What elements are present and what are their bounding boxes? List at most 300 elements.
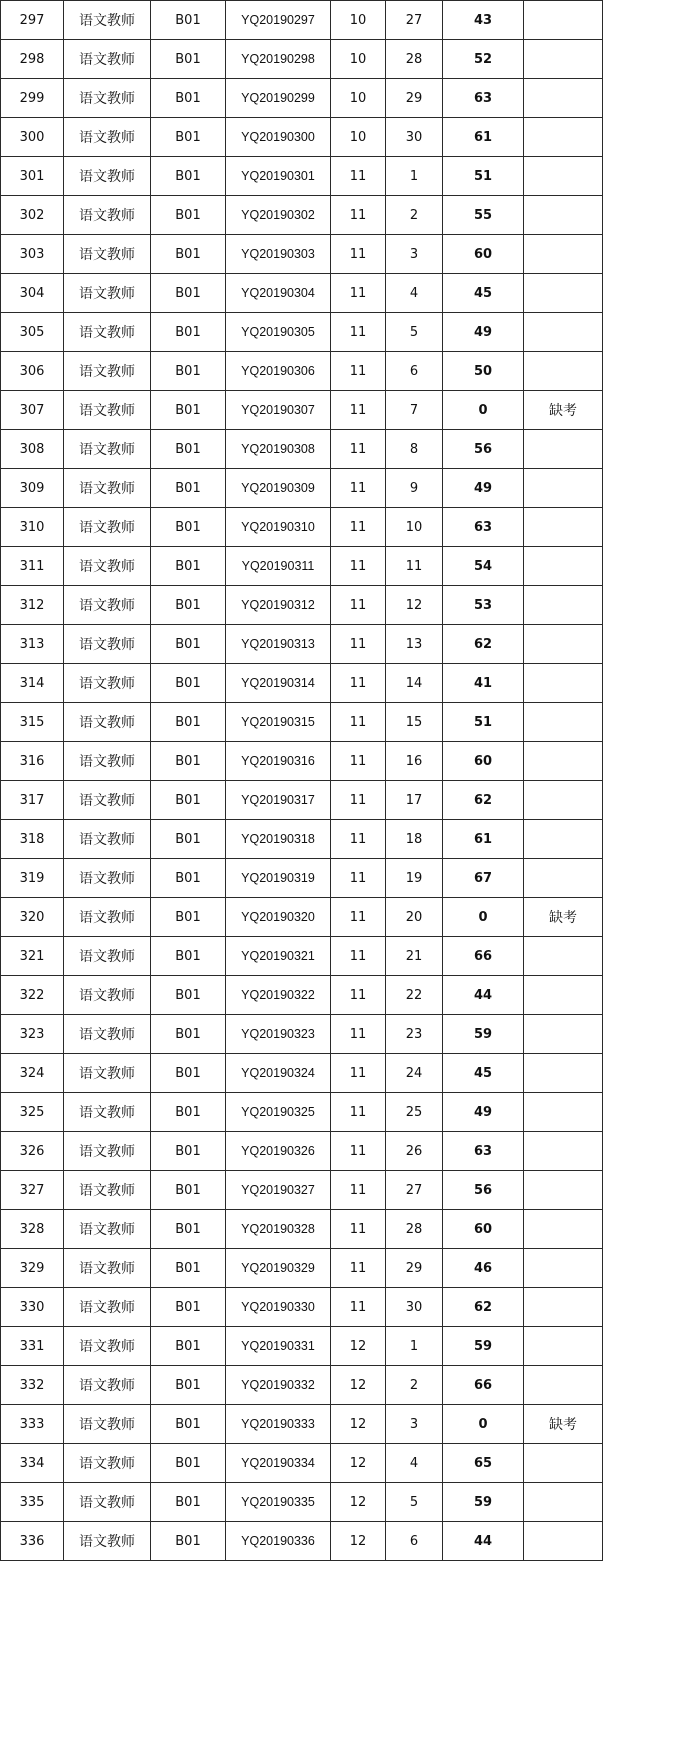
room-cell: 12 [331,1522,386,1561]
room-cell: 11 [331,1054,386,1093]
position-cell: 语文教师 [64,274,151,313]
position-cell: 语文教师 [64,742,151,781]
score-cell: 61 [443,118,524,157]
serial-cell: 333 [1,1405,64,1444]
code-cell: B01 [151,469,226,508]
code-cell: B01 [151,235,226,274]
table-row [1,157,603,196]
room-cell: 11 [331,157,386,196]
code-cell: B01 [151,1366,226,1405]
code-cell: B01 [151,742,226,781]
position-cell: 语文教师 [64,859,151,898]
seat-cell: 12 [386,586,443,625]
note-cell [524,196,603,235]
seat-cell: 18 [386,820,443,859]
code-cell: B01 [151,40,226,79]
code-cell: B01 [151,1444,226,1483]
score-cell: 51 [443,157,524,196]
code-cell: B01 [151,859,226,898]
serial-cell: 309 [1,469,64,508]
seat-cell: 21 [386,937,443,976]
code-cell: B01 [151,79,226,118]
position-cell: 语文教师 [64,235,151,274]
note-cell [524,976,603,1015]
seat-cell: 23 [386,1015,443,1054]
note-cell [524,586,603,625]
position-cell: 语文教师 [64,469,151,508]
seat-cell: 30 [386,118,443,157]
seat-cell: 4 [386,1444,443,1483]
position-cell: 语文教师 [64,937,151,976]
ticket-id-cell: YQ20190307 [226,391,331,430]
ticket-id-cell: YQ20190325 [226,1093,331,1132]
note-cell [524,1,603,40]
note-cell [524,118,603,157]
serial-cell: 336 [1,1522,64,1561]
ticket-id-cell: YQ20190297 [226,1,331,40]
position-cell: 语文教师 [64,1015,151,1054]
note-cell [524,781,603,820]
serial-cell: 327 [1,1171,64,1210]
room-cell: 11 [331,352,386,391]
seat-cell: 5 [386,313,443,352]
seat-cell: 9 [386,469,443,508]
seat-cell: 15 [386,703,443,742]
note-cell [524,508,603,547]
ticket-id-cell: YQ20190298 [226,40,331,79]
room-cell: 11 [331,976,386,1015]
ticket-id-cell: YQ20190316 [226,742,331,781]
room-cell: 11 [331,274,386,313]
table-row [1,547,603,586]
ticket-id-cell: YQ20190330 [226,1288,331,1327]
note-cell [524,664,603,703]
code-cell: B01 [151,157,226,196]
score-cell: 54 [443,547,524,586]
seat-cell: 29 [386,1249,443,1288]
room-cell: 11 [331,898,386,937]
ticket-id-cell: YQ20190311 [226,547,331,586]
ticket-id-cell: YQ20190301 [226,157,331,196]
note-cell [524,1327,603,1366]
table-row [1,1054,603,1093]
ticket-id-cell: YQ20190315 [226,703,331,742]
score-cell: 56 [443,430,524,469]
room-cell: 11 [331,508,386,547]
serial-cell: 305 [1,313,64,352]
table-row [1,1366,603,1405]
score-table-body [1,1,603,1561]
seat-cell: 27 [386,1171,443,1210]
seat-cell: 20 [386,898,443,937]
score-cell: 43 [443,1,524,40]
score-cell: 0 [443,391,524,430]
code-cell: B01 [151,1288,226,1327]
room-cell: 11 [331,313,386,352]
room-cell: 11 [331,586,386,625]
table-row [1,79,603,118]
score-cell: 66 [443,1366,524,1405]
seat-cell: 24 [386,1054,443,1093]
code-cell: B01 [151,118,226,157]
score-cell: 51 [443,703,524,742]
code-cell: B01 [151,1132,226,1171]
note-cell [524,1132,603,1171]
note-cell [524,430,603,469]
position-cell: 语文教师 [64,1210,151,1249]
note-cell [524,352,603,391]
room-cell: 11 [331,703,386,742]
ticket-id-cell: YQ20190303 [226,235,331,274]
ticket-id-cell: YQ20190333 [226,1405,331,1444]
seat-cell: 1 [386,1327,443,1366]
position-cell: 语文教师 [64,1132,151,1171]
ticket-id-cell: YQ20190310 [226,508,331,547]
code-cell: B01 [151,1015,226,1054]
score-cell: 66 [443,937,524,976]
position-cell: 语文教师 [64,1171,151,1210]
code-cell: B01 [151,625,226,664]
position-cell: 语文教师 [64,1483,151,1522]
code-cell: B01 [151,391,226,430]
seat-cell: 11 [386,547,443,586]
ticket-id-cell: YQ20190300 [226,118,331,157]
note-cell [524,1054,603,1093]
seat-cell: 2 [386,196,443,235]
ticket-id-cell: YQ20190329 [226,1249,331,1288]
room-cell: 12 [331,1366,386,1405]
seat-cell: 4 [386,274,443,313]
score-cell: 44 [443,1522,524,1561]
seat-cell: 27 [386,1,443,40]
serial-cell: 307 [1,391,64,430]
note-cell [524,40,603,79]
position-cell: 语文教师 [64,1054,151,1093]
score-cell: 59 [443,1483,524,1522]
note-cell [524,1444,603,1483]
table-row [1,469,603,508]
room-cell: 11 [331,1288,386,1327]
room-cell: 11 [331,235,386,274]
position-cell: 语文教师 [64,79,151,118]
serial-cell: 322 [1,976,64,1015]
seat-cell: 28 [386,40,443,79]
serial-cell: 299 [1,79,64,118]
room-cell: 12 [331,1483,386,1522]
note-cell [524,313,603,352]
ticket-id-cell: YQ20190302 [226,196,331,235]
note-cell [524,235,603,274]
serial-cell: 326 [1,1132,64,1171]
note-cell [524,1288,603,1327]
table-row [1,235,603,274]
room-cell: 11 [331,1093,386,1132]
table-row [1,781,603,820]
note-cell [524,1210,603,1249]
score-cell: 62 [443,625,524,664]
seat-cell: 7 [386,391,443,430]
note-cell: 缺考 [524,1405,603,1444]
note-cell [524,859,603,898]
seat-cell: 6 [386,352,443,391]
score-cell: 60 [443,1210,524,1249]
code-cell: B01 [151,781,226,820]
score-cell: 62 [443,1288,524,1327]
seat-cell: 3 [386,1405,443,1444]
serial-cell: 325 [1,1093,64,1132]
code-cell: B01 [151,1405,226,1444]
table-row [1,1249,603,1288]
note-cell [524,1249,603,1288]
note-cell [524,1093,603,1132]
seat-cell: 25 [386,1093,443,1132]
table-row [1,430,603,469]
score-cell: 0 [443,1405,524,1444]
code-cell: B01 [151,664,226,703]
room-cell: 11 [331,820,386,859]
table-row [1,1210,603,1249]
seat-cell: 6 [386,1522,443,1561]
note-cell [524,820,603,859]
position-cell: 语文教师 [64,391,151,430]
note-cell: 缺考 [524,898,603,937]
score-cell: 45 [443,274,524,313]
seat-cell: 8 [386,430,443,469]
score-cell: 45 [443,1054,524,1093]
score-cell: 63 [443,1132,524,1171]
code-cell: B01 [151,1249,226,1288]
serial-cell: 317 [1,781,64,820]
seat-cell: 13 [386,625,443,664]
ticket-id-cell: YQ20190320 [226,898,331,937]
code-cell: B01 [151,1522,226,1561]
note-cell [524,547,603,586]
ticket-id-cell: YQ20190305 [226,313,331,352]
table-row [1,1327,603,1366]
score-cell: 59 [443,1327,524,1366]
score-cell: 49 [443,469,524,508]
position-cell: 语文教师 [64,1093,151,1132]
seat-cell: 17 [386,781,443,820]
position-cell: 语文教师 [64,1366,151,1405]
ticket-id-cell: YQ20190334 [226,1444,331,1483]
score-cell: 46 [443,1249,524,1288]
code-cell: B01 [151,703,226,742]
score-cell: 53 [443,586,524,625]
code-cell: B01 [151,1171,226,1210]
ticket-id-cell: YQ20190312 [226,586,331,625]
seat-cell: 28 [386,1210,443,1249]
table-row [1,1288,603,1327]
score-cell: 50 [443,352,524,391]
score-cell: 49 [443,313,524,352]
serial-cell: 320 [1,898,64,937]
code-cell: B01 [151,547,226,586]
seat-cell: 26 [386,1132,443,1171]
serial-cell: 302 [1,196,64,235]
serial-cell: 323 [1,1015,64,1054]
ticket-id-cell: YQ20190327 [226,1171,331,1210]
code-cell: B01 [151,313,226,352]
room-cell: 11 [331,781,386,820]
table-row [1,391,603,430]
code-cell: B01 [151,586,226,625]
seat-cell: 16 [386,742,443,781]
room-cell: 12 [331,1327,386,1366]
position-cell: 语文教师 [64,1,151,40]
table-row [1,508,603,547]
room-cell: 11 [331,664,386,703]
serial-cell: 308 [1,430,64,469]
ticket-id-cell: YQ20190336 [226,1522,331,1561]
note-cell [524,937,603,976]
ticket-id-cell: YQ20190304 [226,274,331,313]
table-row [1,586,603,625]
room-cell: 11 [331,196,386,235]
serial-cell: 300 [1,118,64,157]
serial-cell: 297 [1,1,64,40]
position-cell: 语文教师 [64,352,151,391]
score-cell: 61 [443,820,524,859]
position-cell: 语文教师 [64,508,151,547]
code-cell: B01 [151,1,226,40]
serial-cell: 331 [1,1327,64,1366]
position-cell: 语文教师 [64,781,151,820]
room-cell: 11 [331,547,386,586]
table-row [1,898,603,937]
score-cell: 67 [443,859,524,898]
table-row [1,1093,603,1132]
note-cell [524,1015,603,1054]
position-cell: 语文教师 [64,1327,151,1366]
position-cell: 语文教师 [64,157,151,196]
ticket-id-cell: YQ20190331 [226,1327,331,1366]
room-cell: 10 [331,40,386,79]
note-cell [524,79,603,118]
ticket-id-cell: YQ20190335 [226,1483,331,1522]
room-cell: 10 [331,1,386,40]
room-cell: 11 [331,1015,386,1054]
ticket-id-cell: YQ20190332 [226,1366,331,1405]
table-row [1,859,603,898]
seat-cell: 5 [386,1483,443,1522]
seat-cell: 3 [386,235,443,274]
room-cell: 11 [331,469,386,508]
table-row [1,664,603,703]
code-cell: B01 [151,430,226,469]
code-cell: B01 [151,274,226,313]
serial-cell: 319 [1,859,64,898]
score-cell: 56 [443,1171,524,1210]
room-cell: 10 [331,79,386,118]
ticket-id-cell: YQ20190319 [226,859,331,898]
score-cell: 52 [443,40,524,79]
note-cell [524,469,603,508]
serial-cell: 315 [1,703,64,742]
table-row [1,352,603,391]
table-row [1,1,603,40]
position-cell: 语文教师 [64,313,151,352]
note-cell [524,1483,603,1522]
position-cell: 语文教师 [64,976,151,1015]
score-cell: 59 [443,1015,524,1054]
serial-cell: 329 [1,1249,64,1288]
serial-cell: 330 [1,1288,64,1327]
score-cell: 65 [443,1444,524,1483]
serial-cell: 335 [1,1483,64,1522]
room-cell: 11 [331,1132,386,1171]
code-cell: B01 [151,1093,226,1132]
code-cell: B01 [151,1483,226,1522]
room-cell: 11 [331,859,386,898]
ticket-id-cell: YQ20190322 [226,976,331,1015]
position-cell: 语文教师 [64,40,151,79]
ticket-id-cell: YQ20190324 [226,1054,331,1093]
room-cell: 11 [331,1171,386,1210]
note-cell [524,1171,603,1210]
score-cell: 62 [443,781,524,820]
position-cell: 语文教师 [64,898,151,937]
serial-cell: 303 [1,235,64,274]
ticket-id-cell: YQ20190328 [226,1210,331,1249]
room-cell: 11 [331,742,386,781]
position-cell: 语文教师 [64,703,151,742]
ticket-id-cell: YQ20190318 [226,820,331,859]
serial-cell: 301 [1,157,64,196]
note-cell [524,625,603,664]
table-row [1,118,603,157]
seat-cell: 10 [386,508,443,547]
table-row [1,40,603,79]
room-cell: 11 [331,430,386,469]
position-cell: 语文教师 [64,118,151,157]
ticket-id-cell: YQ20190313 [226,625,331,664]
table-row [1,1483,603,1522]
table-row [1,976,603,1015]
score-cell: 49 [443,1093,524,1132]
seat-cell: 22 [386,976,443,1015]
table-row [1,742,603,781]
table-row [1,625,603,664]
note-cell [524,1522,603,1561]
seat-cell: 29 [386,79,443,118]
seat-cell: 14 [386,664,443,703]
serial-cell: 298 [1,40,64,79]
table-row [1,313,603,352]
code-cell: B01 [151,976,226,1015]
table-row [1,820,603,859]
table-row [1,1405,603,1444]
note-cell [524,703,603,742]
ticket-id-cell: YQ20190323 [226,1015,331,1054]
score-cell: 63 [443,508,524,547]
seat-cell: 1 [386,157,443,196]
room-cell: 12 [331,1405,386,1444]
score-cell: 41 [443,664,524,703]
room-cell: 11 [331,1249,386,1288]
position-cell: 语文教师 [64,586,151,625]
serial-cell: 316 [1,742,64,781]
ticket-id-cell: YQ20190317 [226,781,331,820]
score-cell: 55 [443,196,524,235]
ticket-id-cell: YQ20190309 [226,469,331,508]
code-cell: B01 [151,898,226,937]
score-cell: 44 [443,976,524,1015]
room-cell: 11 [331,391,386,430]
room-cell: 11 [331,625,386,664]
room-cell: 10 [331,118,386,157]
position-cell: 语文教师 [64,1288,151,1327]
